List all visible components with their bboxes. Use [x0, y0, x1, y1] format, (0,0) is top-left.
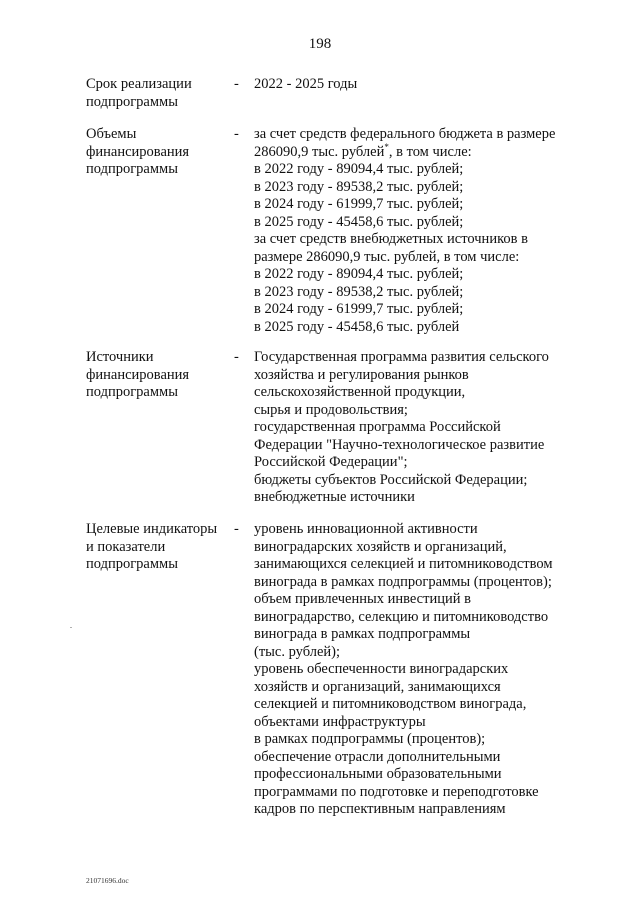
value-line: в 2025 году - 45458,6 тыс. рублей: [254, 318, 460, 335]
scan-speck: [70, 627, 72, 628]
value-line: в 2022 году - 89094,4 тыс. рублей;: [254, 266, 464, 282]
value-line: винограда в рамках подпрограммы (процентов);: [254, 573, 552, 590]
value-line: за счет средств федерального бюджета в размере: [254, 126, 556, 142]
value-line: профессиональными образовательными: [254, 766, 502, 782]
row-value: [254, 126, 584, 336]
value-line: в 2024 году - 61999,7 тыс. рублей;: [254, 196, 464, 212]
value-line: селекцией и питомниководством винограда,: [254, 696, 527, 712]
row-dash: -: [234, 76, 239, 92]
value-line: бюджеты субъектов Российской Федерации;: [254, 471, 528, 488]
value-line: объем привлеченных инвестиций в: [254, 591, 471, 607]
value-line: обеспечение отрасли дополнительными: [254, 748, 501, 765]
value-line: сельскохозяйственной продукции,: [254, 384, 466, 400]
value-line: кадров по перспективным направлениям: [254, 801, 506, 817]
row-label: Источники финансирования подпрограммы: [86, 349, 190, 400]
row-dash: -: [234, 349, 239, 365]
value-line: размере 286090,9 тыс. рублей, в том числе:: [254, 248, 520, 265]
amount-tail: , в том числе:: [388, 143, 472, 160]
value-line: сырья и продовольствия;: [254, 401, 408, 418]
value-line: 2022 - 2025 годы: [254, 76, 358, 92]
value-line: виноградарских хозяйств и организаций,: [254, 538, 507, 555]
value-line: в рамках подпрограммы (процентов);: [254, 731, 486, 747]
value-line: в 2022 году - 89094,4 тыс. рублей;: [254, 161, 464, 177]
row-label: Объемы финансирования подпрограммы: [86, 126, 190, 177]
value-line: за счет средств внебюджетных источников в: [254, 231, 528, 247]
value-line: (тыс. рублей);: [254, 643, 341, 660]
value-line: уровень обеспеченности виноградарских: [254, 661, 509, 677]
row-value: [254, 349, 584, 507]
value-line: хозяйств и организаций, занимающихся: [254, 678, 501, 695]
value-line: виноградарство, селекцию и питомниководство: [254, 608, 549, 625]
value-line: программами по подготовке и переподготовке: [254, 783, 539, 800]
row-value: [254, 76, 584, 94]
value-line: уровень инновационной активности: [254, 521, 478, 537]
value-line: хозяйства и регулирования рынков: [254, 366, 469, 383]
row-dash: -: [234, 126, 239, 142]
value-line: занимающихся селекцией и питомниководством: [254, 556, 553, 572]
row-label: Целевые индикаторы и показатели подпрограммы: [86, 521, 218, 572]
value-line: винограда в рамках подпрограммы: [254, 626, 471, 642]
amount-text: 286090,9 тыс. рублей: [254, 143, 385, 160]
document-footer: 21071696.doc: [86, 876, 129, 885]
value-line: государственная программа Российской: [254, 419, 501, 435]
value-line-with-footnote: [254, 141, 584, 162]
value-line: внебюджетные источники: [254, 489, 415, 505]
row-value: [254, 521, 584, 819]
value-line: в 2025 году - 45458,6 тыс. рублей;: [254, 213, 464, 230]
value-line: в 2024 году - 61999,7 тыс. рублей;: [254, 301, 464, 317]
value-line: в 2023 году - 89538,2 тыс. рублей;: [254, 178, 464, 195]
value-line: Российской Федерации";: [254, 454, 408, 470]
value-line: Государственная программа развития сельского: [254, 349, 549, 365]
page-number: 198: [308, 36, 332, 52]
row-label: Срок реализации подпрограммы: [86, 76, 192, 110]
value-line: объектами инфраструктуры: [254, 713, 426, 730]
footnote-mark: *: [384, 141, 389, 152]
value-line: Федерации "Научно-технологическое развитие: [254, 436, 545, 453]
value-line: в 2023 году - 89538,2 тыс. рублей;: [254, 283, 464, 300]
row-dash: -: [234, 521, 239, 537]
